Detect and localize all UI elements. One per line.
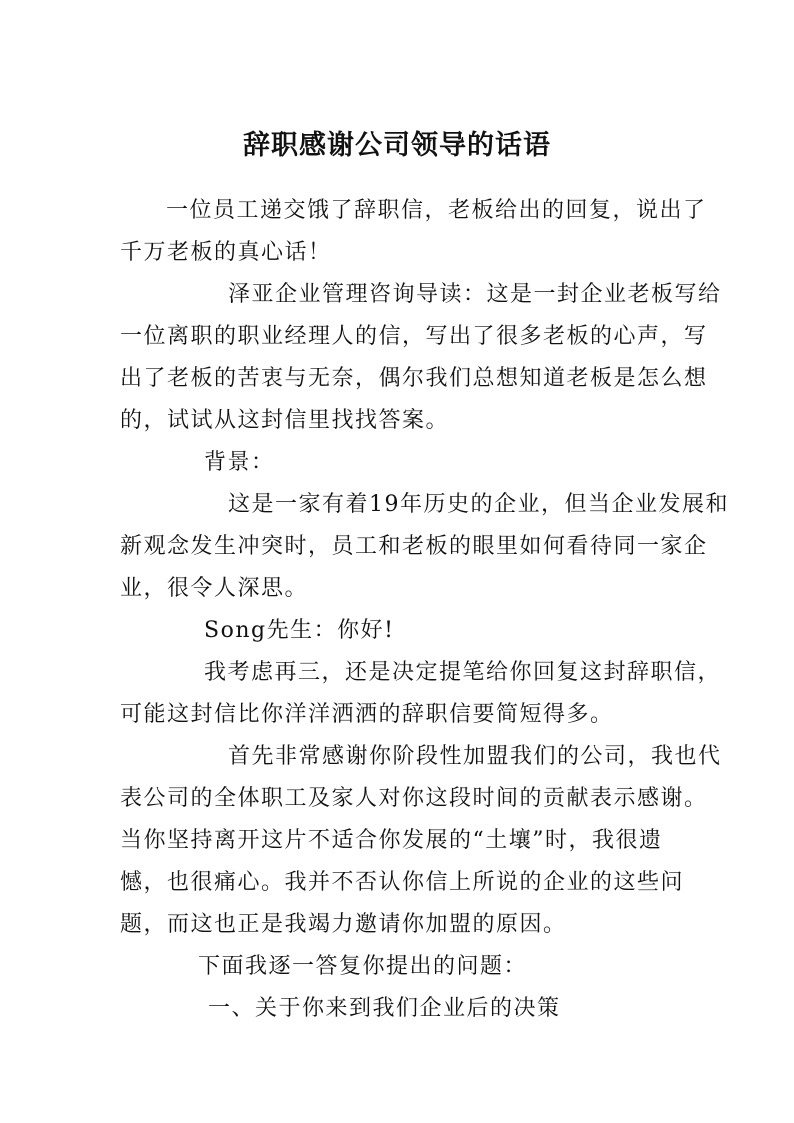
body-line: 一位离职的职业经理人的信，写出了很多老板的心声，写 xyxy=(120,324,708,349)
body-line: 泽亚企业管理咨询导读：这是一封企业老板写给 xyxy=(228,282,722,307)
body-line: 首先非常感谢你阶段性加盟我们的公司，我也代 xyxy=(228,744,722,769)
body-line: 一位员工递交饿了辞职信，老板给出的回复，说出了 xyxy=(166,198,707,223)
body-line: 的，试试从这封信里找找答案。 xyxy=(120,408,450,433)
body-line: 题，而这也正是我竭力邀请你加盟的原因。 xyxy=(120,912,567,937)
body-line: 千万老板的真心话！ xyxy=(120,240,332,265)
section-heading: 一、关于你来到我们企业后的决策 xyxy=(208,996,561,1021)
document-title: 辞职感谢公司领导的话语 xyxy=(243,130,551,161)
salutation: Song先生：你好! xyxy=(204,618,395,643)
body-line: 我考虑再三，还是决定提笔给你回复这封辞职信， xyxy=(204,660,722,685)
body-line: 可能这封信比你洋洋洒洒的辞职信要简短得多。 xyxy=(120,702,614,727)
body-line: 表公司的全体职工及家人对你这段时间的贡献表示感谢。 xyxy=(120,786,708,811)
body-line: 这是一家有着19年历史的企业，但当企业发展和 xyxy=(228,492,729,517)
body-line: 当你坚持离开这片不适合你发展的“土壤”时，我很遗 xyxy=(120,828,663,853)
section-label: 背景： xyxy=(204,450,275,475)
body-line: 下面我逐一答复你提出的问题： xyxy=(198,954,528,979)
body-line: 业，很令人深思。 xyxy=(120,576,309,601)
body-line: 出了老板的苦衷与无奈，偶尔我们总想知道老板是怎么想 xyxy=(120,366,708,391)
body-line: 憾，也很痛心。我并不否认你信上所说的企业的这些问 xyxy=(120,870,685,895)
body-line: 新观念发生冲突时，员工和老板的眼里如何看待同一家企 xyxy=(120,534,708,559)
